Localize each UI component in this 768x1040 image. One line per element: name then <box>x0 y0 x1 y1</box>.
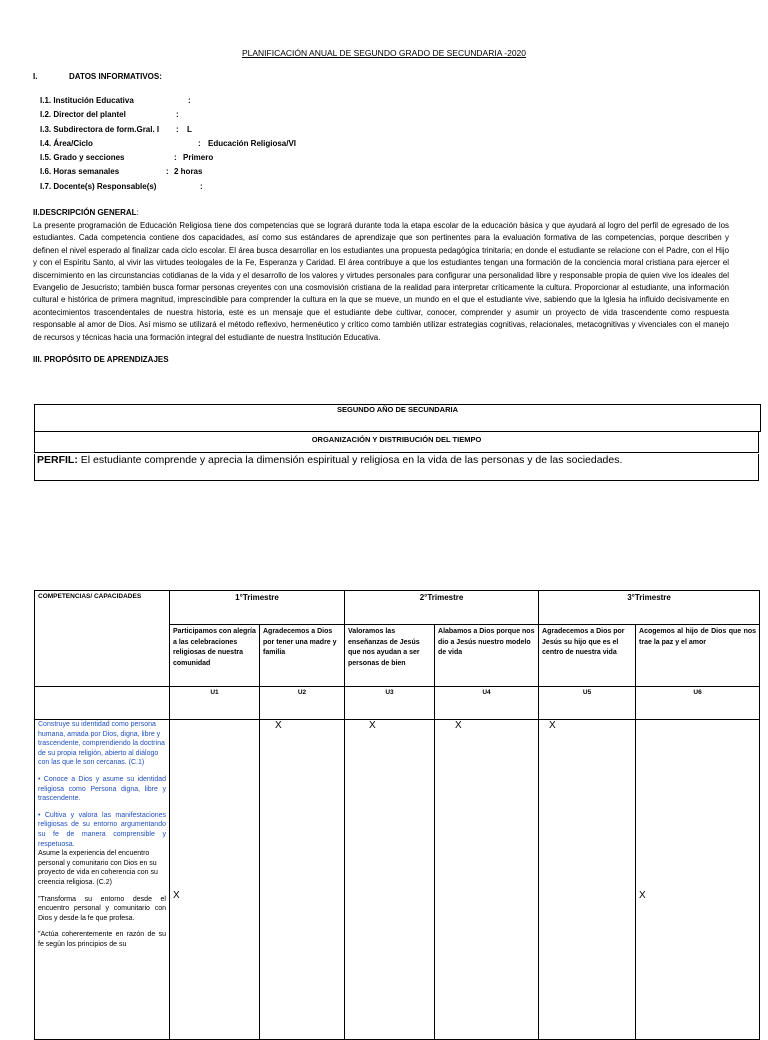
trimester-1-header: 1°Trimestre <box>170 591 345 625</box>
capacity-2-1: "Transforma su entorno desde el encuentro personal y comunitario con Dios y desde la fe que profesa. <box>38 895 166 922</box>
cell-u2 <box>260 720 345 1040</box>
mark-u5-c1: X <box>549 720 556 731</box>
mark-u6-c2: X <box>639 890 646 901</box>
section2-heading: II.DESCRIPCIÓN GENERAL: <box>33 208 139 217</box>
activity-u1: Participamos con alegría a las celebraciones religiosas de nuestra comunidad <box>170 625 260 687</box>
info-value: Primero <box>183 153 214 163</box>
info-label: I.7. Docente(s) Responsable(s) <box>40 181 157 191</box>
cell-u6 <box>636 720 760 1040</box>
section2-title: II.DESCRIPCIÓN GENERAL <box>33 208 137 217</box>
activity-u3: Valoramos las enseñanzas de Jesús que nos ayudan a ser personas de bien <box>345 625 435 687</box>
unit-u6: U6 <box>636 687 760 720</box>
mark-u4-c1: X <box>455 720 462 731</box>
mark-u3-c1: X <box>369 720 376 731</box>
info-value: Educación Religiosa/VI <box>208 138 297 148</box>
info-label: I.2. Director del plantel <box>40 110 126 120</box>
comp-header: COMPETENCIAS/ CAPACIDADES <box>38 593 142 600</box>
box-grade-title: SEGUNDO AÑO DE SECUNDARIA <box>337 405 458 414</box>
activity-u2: Agradecemos a Dios por tener una madre y familia <box>260 625 345 687</box>
capacity-1-2: • Cultiva y valora las manifestaciones religiosas de su entorno argumentando su fe de manera comprensible y respetuosa. <box>38 811 166 848</box>
unit-u1: U1 <box>170 687 260 720</box>
cell-u1 <box>170 720 260 1040</box>
capacity-2-2: "Actúa coherentemente en razón de su fe según los principios de su <box>38 931 166 948</box>
info-label: I.5. Grado y secciones <box>40 153 125 163</box>
info-label: I.4. Área/Ciclo <box>40 138 93 148</box>
unit-u2: U2 <box>260 687 345 720</box>
trimester-3-header: 3°Trimestre <box>539 591 760 625</box>
competencies-table <box>34 590 760 1040</box>
competency-2: Asume la experiencia del encuentro personal y comunitario con Dios en su proyecto de vida en coherencia con su creencia religiosa. (C.2) <box>38 850 158 886</box>
activity-u5: Agradecemos a Dios por Jesús su hijo que es el centro de nuestra vida <box>539 625 636 687</box>
info-value: L <box>187 124 192 134</box>
box-row-perfil <box>34 454 759 481</box>
section2-description: La presente programación de Educación Religiosa tiene dos competencias que se logrará durante toda la etapa escolar de la educación básica y que ayudará al logro del perfil de egresado de los estudiantes. Cada competencia contiene dos capacidades, así como sus estándares de aprendizaje que son pertinentes para la evaluación formativa de las competencias, porque describen y definen el nivel esperado al finalizar cada ciclo escolar. El área busca desarrollar en los estudiantes una propuesta pedagógica trinitaria; en donde el estudiante se relacione con el Padre, con el Hijo y con el Espíritu Santo, al vivir las virtudes teologales de la Fe, Esperanza y Caridad. El área contribuye a que los estudiantes tengan una formación de la conciencia moral cristiana para ejercer el discernimiento en las circunstancias cotidianas de la vida y el desarrollo de los valores y virtudes personales para configurar una personalidad libre y responsable propia de quien vive los ideales del Evangelio de Jesucristo; también busca formar personas creyentes con una cosmovisión cristiana de la realidad para interpretar críticamente la cultura. Proporcionar al estudiante, una información cultural e histórica de primera magnitud, imprescindible para comprender la cultura en la que se mueve, un mundo en el que el estudiante vive, sabiendo que la Iglesia ha influido decisivamente en acontecimientos trascendentales de nuestra historia, este es un mensaje que el estudiante debe cultivar, conocer, comprender y asumir un proyecto de vida trascendente como respuesta responsable al amor de Dios. Así mismo se utilizará el método reflexivo, hermenéutico y crítico como también utilizar estrategias cognitivas, relacionales, metacognitivas y vivenciales con el manejo de recursos y técnicas hacia una formación integral del estudiante de nuestra Institución Educativa. <box>33 221 729 342</box>
mark-u1-c2: X <box>173 890 180 901</box>
perfil-text: El estudiante comprende y aprecia la dimensión espiritual y religiosa en la vida de las personas y de las sociedades. <box>77 454 623 466</box>
box-row-organization <box>34 431 759 453</box>
section1-number: I. <box>33 72 38 81</box>
competencies-cell <box>35 720 170 1040</box>
competency-1: Construye su identidad como persona humana, amada por Dios, digna, libre y trascendente, comprendiendo la doctrina de su propia religión, abierto al diálogo con las que le son cercanas. (C.1) <box>38 721 165 767</box>
cell-u5 <box>539 720 636 1040</box>
capacity-1-1: • Conoce a Dios y asume su identidad religiosa como Persona digna, libre y trascendente. <box>38 775 166 803</box>
unit-u4: U4 <box>435 687 539 720</box>
document-title: PLANIFICACIÓN ANUAL DE SEGUNDO GRADO DE SECUNDARIA -2020 <box>241 48 527 58</box>
unit-u5: U5 <box>539 687 636 720</box>
info-label: I.1. Institución Educativa <box>40 96 134 105</box>
info-label: I.3. Subdirectora de form.Gral. I <box>40 124 160 134</box>
activity-u6: Acogemos al hijo de Dios que nos trae la paz y el amor <box>636 625 760 687</box>
box-row-grade <box>34 404 761 432</box>
cell-u4 <box>435 720 539 1040</box>
perfil-label: PERFIL: <box>37 454 78 466</box>
info-label: I.6. Horas semanales <box>40 167 120 177</box>
section1-title: DATOS INFORMATIVOS: <box>69 72 162 81</box>
comp-header-cell <box>35 591 170 687</box>
box-organization-title: ORGANIZACIÓN Y DISTRIBUCIÓN DEL TIEMPO <box>311 435 482 444</box>
cell-u3 <box>345 720 435 1040</box>
section3-title: III. PROPÓSITO DE APRENDIZAJES <box>33 355 169 364</box>
unit-row-spacer <box>35 687 170 720</box>
mark-u2-c1: X <box>275 720 282 731</box>
activity-u4: Alabamos a Dios porque nos dio a Jesús nuestro modelo de vida <box>435 625 539 687</box>
info-value: 2 horas <box>174 167 203 177</box>
unit-u3: U3 <box>345 687 435 720</box>
trimester-2-header: 2°Trimestre <box>345 591 539 625</box>
